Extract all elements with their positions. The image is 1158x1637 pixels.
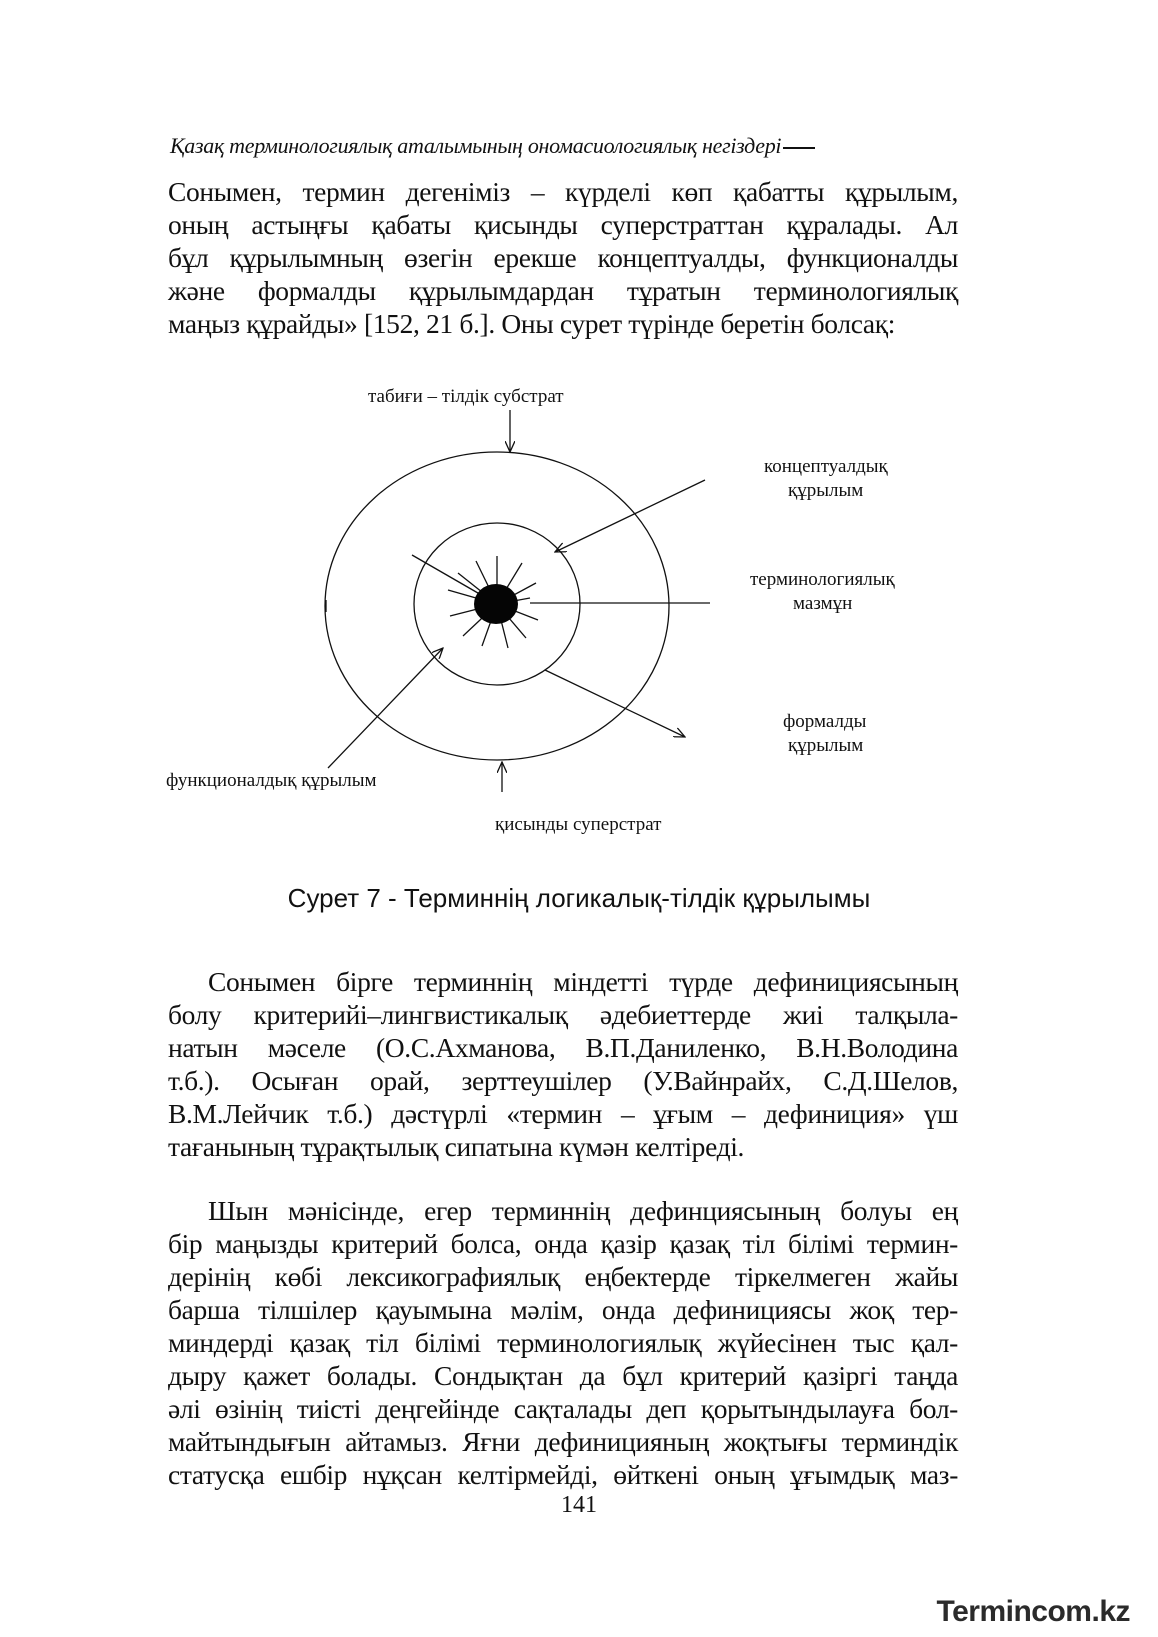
label-formal-2: құрылым [788, 735, 864, 756]
label-terminological-2: мазмұн [793, 593, 853, 614]
text-line: Шын мәнісінде, егер терминнің дефинциясының болуы ең [208, 1195, 958, 1226]
text-line: бір маңызды критерий болса, онда қазір қазақ тіл білімі термин- [168, 1228, 958, 1259]
running-head [170, 133, 960, 159]
nucleus [474, 584, 518, 624]
text-line: маңыз құрайды» [152, 21 б.]. Оны сурет түрінде беретін болсақ: [168, 308, 896, 339]
label-substrate: табиғи – тілдік субстрат [368, 386, 564, 407]
text-line: натын мәселе (О.С.Ахманова, В.П.Даниленко, В.Н.Володина [168, 1032, 958, 1063]
watermark-logo: Termincom.kz [936, 1595, 1130, 1628]
figure-caption: Сурет 7 - Терминнің логикалық-тілдік құрылымы [287, 883, 871, 913]
paragraph-1 [168, 175, 958, 340]
text-line: миндерді қазақ тіл білімі терминологиялық жүйесінен тыс қал- [168, 1327, 958, 1358]
page-number: 141 [561, 1492, 597, 1518]
text-line: Сонымен, термин дегеніміз – күрделі көп қабатты құрылым, [168, 176, 958, 207]
text-line: майтындығын айтамыз. Яғни дефиницияның жоқтығы терминдік [168, 1426, 958, 1457]
text-line: тағанының тұрақтылық сипатына күмән келтіреді. [168, 1131, 745, 1162]
paragraph-2 [168, 965, 958, 1163]
arrow-functional [328, 648, 443, 768]
text-line: және формалды құрылымдардан тұратын терминологиялық [168, 275, 958, 306]
text-line: оның астыңғы қабаты қисынды суперстраттан құралады. Ал [168, 209, 958, 240]
text-line: В.М.Лейчик т.б.) дәстүрлі «термин – ұғым – дефиниция» үш [168, 1098, 958, 1129]
text-line: т.б.). Осыған орай, зерттеушілер (У.Вайнрайх, С.Д.Шелов, [168, 1065, 958, 1096]
arrow-formal [545, 670, 685, 737]
label-conceptual-1: концептуалдық [764, 456, 888, 477]
text-line: барша тілшілер қауымына мәлім, онда дефинициясы жоқ тер- [168, 1294, 958, 1325]
label-conceptual-2: құрылым [788, 480, 864, 501]
label-functional: функционалдық құрылым [166, 770, 377, 791]
label-superstrate: қисынды суперстрат [495, 814, 662, 835]
label-formal-1: формалды [783, 711, 867, 732]
text-line: бұл құрылымның өзегін ерекше концептуалды, функционалды [168, 242, 958, 273]
text-line: статусқа ешбір нұқсан келтірмейді, өйткені оның ұғымдық маз- [168, 1459, 958, 1490]
text-line: дерінің көбі лексикографиялық еңбектерде тіркелмеген жайы [168, 1261, 958, 1292]
arrow-conceptual [555, 480, 705, 552]
text-line: дыру қажет болады. Сондықтан да бұл критерий қазіргі таңда [168, 1360, 958, 1391]
text-line: болу критерийі–лингвистикалық әдебиеттерде жиі талқыла- [168, 999, 958, 1030]
running-head-text: Қазақ терминологиялық аталымының ономасиологиялық негіздері [170, 133, 782, 158]
text-line: әлі өзінің тиісті деңгейінде сақталады деп қорытындылауға бол- [168, 1393, 958, 1424]
term-structure-diagram [160, 380, 980, 880]
running-head-dash [783, 147, 815, 149]
paragraph-3 [168, 1194, 958, 1491]
label-terminological-1: терминологиялық [750, 569, 895, 590]
text-line: Сонымен бірге терминнің міндетті түрде дефинициясының [208, 966, 958, 997]
